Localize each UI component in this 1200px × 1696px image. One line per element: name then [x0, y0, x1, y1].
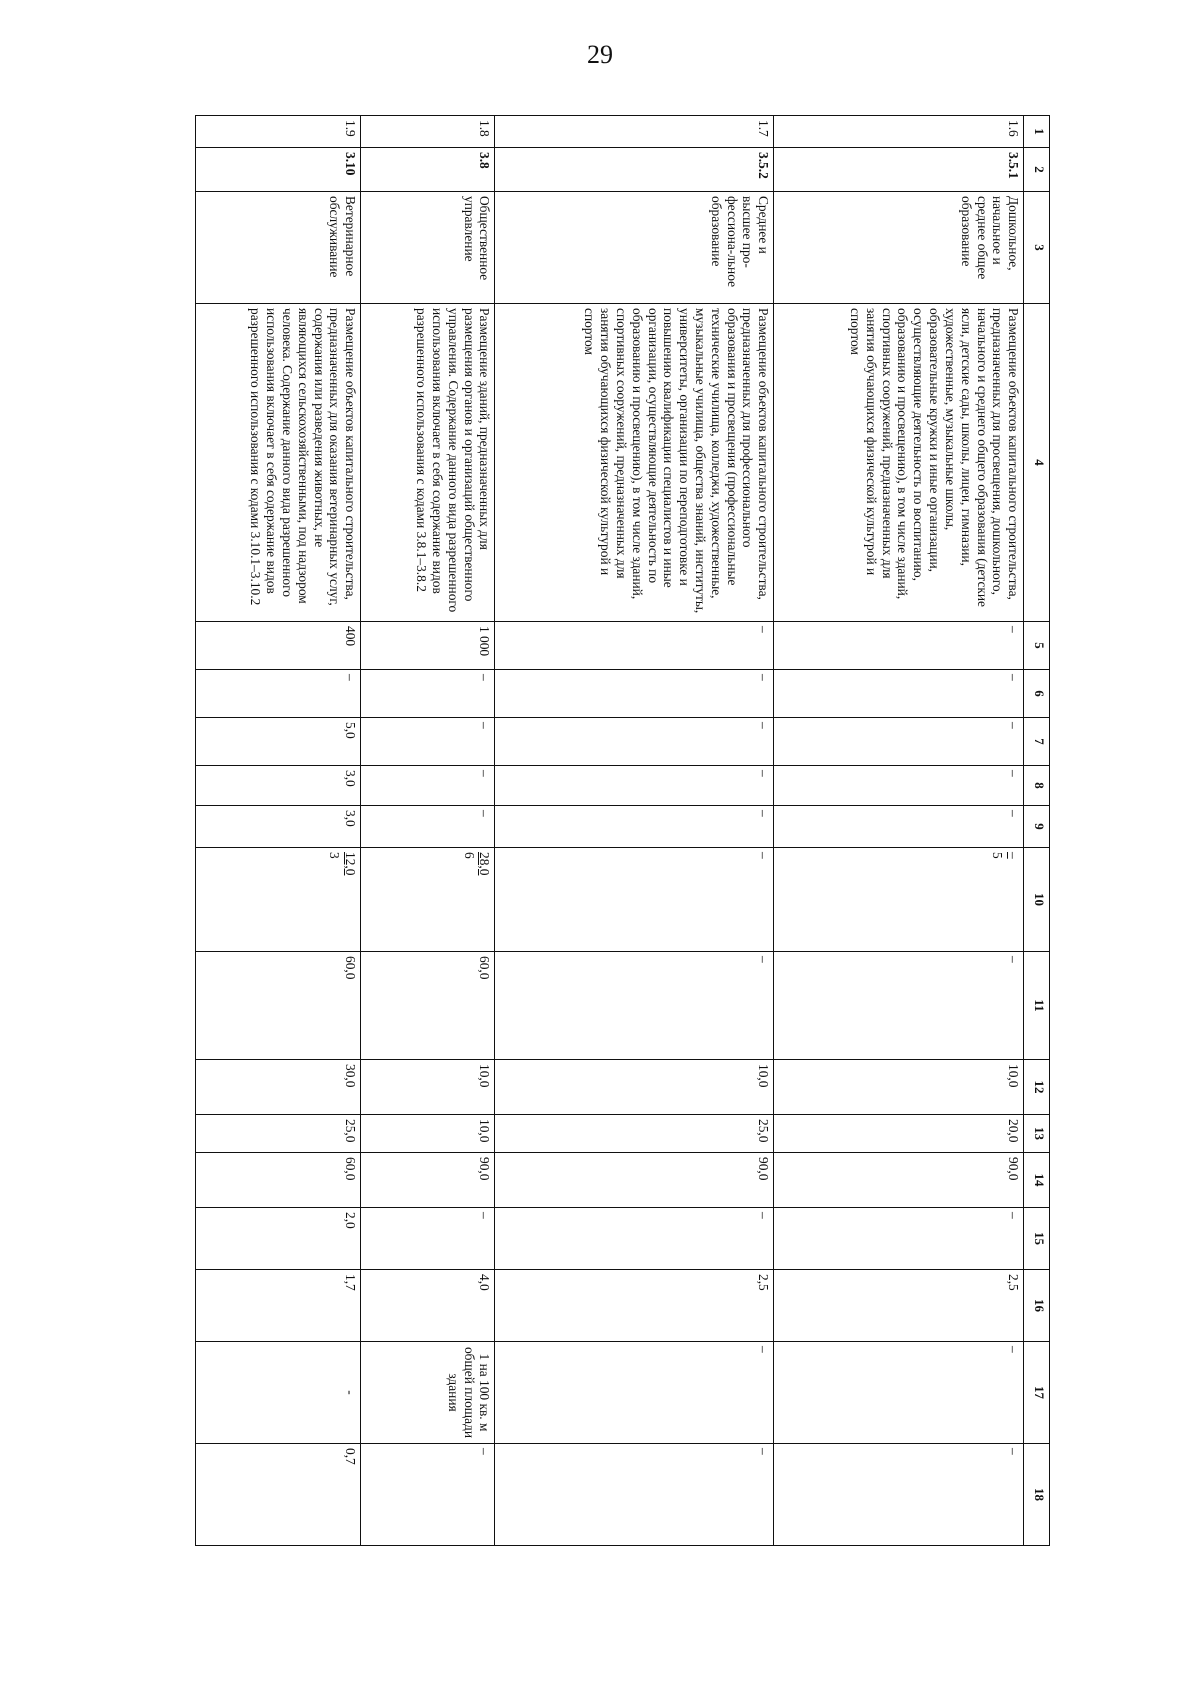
table-row	[774, 116, 1024, 1546]
cell-c16: 2,5	[774, 1270, 1024, 1342]
cell-c9: –	[774, 806, 1024, 848]
cell-c6: –	[495, 670, 774, 718]
header-cell: 2	[1024, 148, 1050, 192]
cell-c11: –	[495, 952, 774, 1060]
use-name: Дошкольное, начальное и среднее общее образование	[774, 192, 1024, 304]
cell-c9: 3,0	[196, 806, 361, 848]
header-cell: 13	[1024, 1115, 1050, 1153]
cell-c7: –	[774, 718, 1024, 766]
use-code: 3.5.1	[774, 148, 1024, 192]
header-cell: 18	[1024, 1444, 1050, 1546]
fraction-top: –	[1006, 852, 1022, 859]
cell-c5: 1 000	[361, 622, 495, 670]
cell-c10: –	[495, 848, 774, 952]
header-cell: 11	[1024, 952, 1050, 1060]
cell-c7: 5,0	[196, 718, 361, 766]
cell-c9: –	[361, 806, 495, 848]
cell-c17: -	[196, 1342, 361, 1444]
cell-c13: 20,0	[774, 1115, 1024, 1153]
cell-c11: 60,0	[361, 952, 495, 1060]
cell-c6: –	[196, 670, 361, 718]
header-cell: 7	[1024, 718, 1050, 766]
cell-c7: –	[361, 718, 495, 766]
cell-c17: –	[774, 1342, 1024, 1444]
row-number: 1.8	[361, 116, 495, 148]
fraction-bottom: 6	[461, 852, 477, 859]
use-code: 3.10	[196, 148, 361, 192]
cell-c15: –	[774, 1208, 1024, 1270]
use-description: Размещение объектов капитального строительства, предназначенных для профессионального образования и просвещения (профессиональные технические училища, колледжи, художественные, музыкальные училища, общества знаний, институты, университеты, организации по переподготовке и повышению квалификации специалистов и иные организации, осуществляющие деятельность по образованию и просвещению), в том числе зданий, спортивных сооружений, предназначенных для занятия обучающихся физической культурой и спортом	[495, 304, 774, 622]
cell-c13: 10,0	[361, 1115, 495, 1153]
row-number: 1.6	[774, 116, 1024, 148]
cell-c15: 2,0	[196, 1208, 361, 1270]
cell-c16: 2,5	[495, 1270, 774, 1342]
cell-c10	[361, 848, 495, 952]
fraction-bottom: 5	[990, 852, 1006, 859]
cell-c12: 10,0	[495, 1060, 774, 1115]
cell-c9: –	[495, 806, 774, 848]
cell-c18: –	[774, 1444, 1024, 1546]
header-cell: 17	[1024, 1342, 1050, 1444]
cell-c14: 90,0	[361, 1153, 495, 1208]
cell-c16: 4,0	[361, 1270, 495, 1342]
header-cell: 10	[1024, 848, 1050, 952]
row-number: 1.9	[196, 116, 361, 148]
cell-c8: –	[774, 766, 1024, 806]
header-cell: 12	[1024, 1060, 1050, 1115]
cell-c5: 400	[196, 622, 361, 670]
cell-c18: 0,7	[196, 1444, 361, 1546]
table-row	[196, 116, 361, 1546]
page-number: 29	[587, 40, 613, 69]
cell-c13: 25,0	[196, 1115, 361, 1153]
cell-c11: 60,0	[196, 952, 361, 1060]
use-description: Размещение объектов капитального строительства, предназначенных для просвещения, дошкольного, начального и среднего общего образования (детские ясли, детские сады, школы, лицеи, гимназии, художественные, музыкальные школы, образовательные кружки и иные организации, осуществляющие деятельность по воспитанию, образованию и просвещению), в том числе зданий, спортивных сооружений, предназначенных для занятия обучающихся физической культурой и спортом	[774, 304, 1024, 622]
cell-c12: 10,0	[774, 1060, 1024, 1115]
cell-c14: 90,0	[495, 1153, 774, 1208]
table-row	[495, 116, 774, 1546]
header-cell: 16	[1024, 1270, 1050, 1342]
cell-c8: –	[495, 766, 774, 806]
cell-c14: 90,0	[774, 1153, 1024, 1208]
rotated-table-container	[195, 115, 1050, 1545]
header-cell: 4	[1024, 304, 1050, 622]
cell-c16: 1,7	[196, 1270, 361, 1342]
cell-c8: –	[361, 766, 495, 806]
cell-c11: –	[774, 952, 1024, 1060]
table-row	[361, 116, 495, 1546]
cell-c6: –	[774, 670, 1024, 718]
use-name: Ветеринарное обслуживание	[196, 192, 361, 304]
cell-c12: 30,0	[196, 1060, 361, 1115]
header-cell: 1	[1024, 116, 1050, 148]
cell-c5: –	[774, 622, 1024, 670]
cell-c13: 25,0	[495, 1115, 774, 1153]
use-description: Размещение объектов капитального строительства, предназначенных для оказания ветеринарных услуг, содержания или разведения животных, не являющихся сельскохозяйственными, под надзором человека. Содержание данного вида разрешенного использования включает в себя содержание видов разрешенного использования с кодами 3.10.1–3.10.2	[196, 304, 361, 622]
cell-c15: –	[495, 1208, 774, 1270]
header-cell: 14	[1024, 1153, 1050, 1208]
cell-c15: –	[361, 1208, 495, 1270]
cell-c17: –	[495, 1342, 774, 1444]
cell-c6: –	[361, 670, 495, 718]
cell-c18: –	[361, 1444, 495, 1546]
header-row	[1024, 116, 1050, 1546]
header-cell: 6	[1024, 670, 1050, 718]
regulations-table	[195, 115, 1050, 1546]
use-code: 3.5.2	[495, 148, 774, 192]
fraction-top: 28,0	[477, 852, 493, 876]
row-number: 1.7	[495, 116, 774, 148]
cell-c17: 1 на 100 кв. м общей площади здания	[361, 1342, 495, 1444]
header-cell: 9	[1024, 806, 1050, 848]
use-description: Размещение зданий, предназначенных для размещения органов и организаций общественного управления. Содержание данного вида разрешенного использования включает в себя содержание видов разрешенного использования с кодами 3.8.1–3.8.2	[361, 304, 495, 622]
header-cell: 8	[1024, 766, 1050, 806]
cell-c10	[196, 848, 361, 952]
cell-c8: 3,0	[196, 766, 361, 806]
cell-c5: –	[495, 622, 774, 670]
cell-c18: –	[495, 1444, 774, 1546]
fraction-bottom: 3	[327, 852, 343, 859]
header-cell: 3	[1024, 192, 1050, 304]
cell-c10	[774, 848, 1024, 952]
cell-c14: 60,0	[196, 1153, 361, 1208]
cell-c12: 10,0	[361, 1060, 495, 1115]
cell-c7: –	[495, 718, 774, 766]
use-code: 3.8	[361, 148, 495, 192]
fraction-top: 12,0	[343, 852, 359, 876]
header-cell: 5	[1024, 622, 1050, 670]
header-cell: 15	[1024, 1208, 1050, 1270]
use-name: Среднее и высшее про-фессиона-льное образование	[495, 192, 774, 304]
use-name: Общественное управление	[361, 192, 495, 304]
